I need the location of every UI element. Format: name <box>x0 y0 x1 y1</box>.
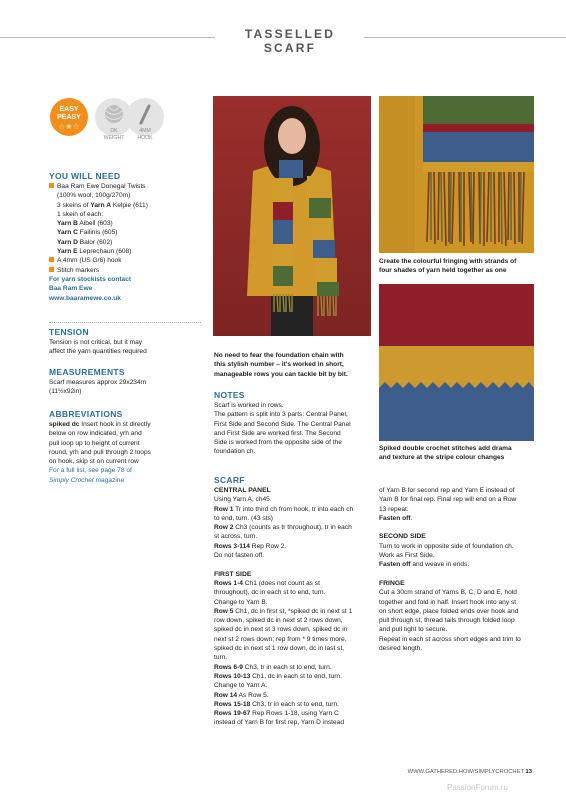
row-label: Rows 1-4 <box>214 579 243 587</box>
yarn-detail: (100% wool, 100g/270m) <box>57 192 131 200</box>
notes-line: Scarf is worked in rows. <box>214 402 284 409</box>
row-text: Ch3 (counts as tr throughout), tr in each <box>233 524 352 532</box>
hook-line-1: 4MM <box>139 128 151 134</box>
row-text: 13 repeat. <box>379 505 409 513</box>
yarn-b-label: Yarn B <box>57 220 78 228</box>
row-label: Rows 15-18 <box>214 700 251 708</box>
abbr-line: pull loop up to height of current <box>49 439 140 447</box>
row-text: As Row 5. <box>237 691 269 699</box>
spiked-stitch-photo <box>379 284 534 441</box>
row-text: Change to Yarn A. <box>214 682 268 690</box>
row-text: row down, spiked dc in next st 2 rows down, <box>214 617 343 625</box>
markers-item: Stitch markers <box>57 266 100 274</box>
row-label: Row 2 <box>214 524 234 532</box>
tension-line: affect the yarn quantities required <box>49 348 147 356</box>
see-also-link[interactable]: For a full list, see page 78 of <box>49 467 132 475</box>
row-text: next st 2 rows down; rep from * 9 times more, <box>214 635 347 643</box>
row-text: turn. <box>214 654 228 662</box>
spiked-stitches-image <box>379 284 534 441</box>
you-will-need-heading: YOU WILL NEED <box>49 171 121 181</box>
yarn-b-value: Aibell (603) <box>77 220 113 228</box>
measurement-line: (11½x92in) <box>49 388 82 396</box>
row-label: Rows 19-67 <box>214 710 251 718</box>
fringe-closeup-image <box>379 96 534 253</box>
stockists-name: Baa Ram Ewe <box>49 285 93 293</box>
page-footer <box>380 769 532 775</box>
row-text: to end, turn. (43 sts) <box>214 514 274 522</box>
row-text: Tr into third ch from hook, tr into each ch <box>233 505 354 513</box>
scarf-heading: SCARF <box>214 475 245 485</box>
row-label: Row 1 <box>214 505 234 513</box>
abbr-term: spiked dc <box>49 421 80 428</box>
row-text: Ch1, dc in each st to end, turn. <box>250 672 342 680</box>
row-text: Turn to work in opposite side of foundation ch. <box>379 542 514 550</box>
row-text: Ch3, tr in each st to end, turn. <box>250 700 339 708</box>
yarn-d-value: Balor (602) <box>77 238 113 246</box>
caption-line: Spiked double crochet stitches add drama <box>379 445 512 452</box>
notes-line: and First Side are worked first. The Second <box>214 429 341 437</box>
row-text: Ch3, tr in each st to end, turn. <box>242 663 332 671</box>
easy-peasy-badge <box>50 98 88 136</box>
row-text: Cut a 30cm strand of Yarns B, C, D and E, hold <box>379 589 517 597</box>
page-number: 13 <box>525 769 532 775</box>
abbreviations-text <box>49 420 201 485</box>
yarn-a-label: Yarn A <box>90 201 112 209</box>
abbr-line: round, yrh and pull through 2 loops <box>49 448 151 456</box>
watermark: PassionForum.ru <box>447 783 508 792</box>
caption-line: this stylish number – it's worked in short, <box>214 361 344 369</box>
row-text: Do not fasten off. <box>214 552 265 560</box>
abbr-line: on hook, skip st on current row <box>49 458 139 466</box>
row-text: st across, turn. <box>214 533 258 541</box>
central-panel-heading: CENTRAL PANEL <box>214 487 271 494</box>
easy-label: EASY <box>59 106 79 113</box>
measurements-text <box>49 378 201 397</box>
skein-each: 1 skein of each: <box>57 210 104 218</box>
model-with-scarf-image <box>213 96 371 336</box>
row-label: Row 14 <box>214 691 238 699</box>
yarn-d-label: Yarn D <box>57 238 78 246</box>
row-label: Row 5 <box>214 607 234 615</box>
skeins-post: Kelpie (611) <box>111 201 148 209</box>
notes-line: foundation ch. <box>214 448 256 456</box>
tension-heading: TENSION <box>49 327 89 337</box>
yarn-c-label: Yarn C <box>57 229 78 237</box>
yarn-e-value: Leprechaun (608) <box>77 248 132 256</box>
row-text: of Yarn B for second rep and Yarn E instead of <box>379 487 515 494</box>
magazine-name: Simply Crochet <box>49 476 94 484</box>
page-title: TASSELLED SCARF <box>244 27 336 55</box>
bullet <box>49 183 54 188</box>
row-label: Rows 3-114 <box>214 542 250 550</box>
row-text: Rep Rows 1-18, using Yarn C <box>250 710 339 718</box>
pattern-column-right <box>379 486 521 653</box>
abbr-line: below on row indicated, yrh and <box>49 430 142 438</box>
yarn-c-value: Failinis (605) <box>77 229 118 237</box>
row-label: Rows 6-9 <box>214 663 243 671</box>
see-also-tail: magazine <box>93 476 125 484</box>
row-text: Ch1, dc in first st, *spiked dc in next st 1 <box>233 607 353 615</box>
skeins-pre: 3 skeins of <box>57 201 91 209</box>
row-text: instead of Yarn B for first rep, Yarn D instead <box>214 719 344 727</box>
row-text: together and fold in half. Insert hook into any st <box>379 598 517 606</box>
row-text: Using Yarn A, ch45. <box>214 496 272 504</box>
notes-line: The pattern is split into 3 parts: Central Panel, <box>214 411 348 419</box>
notes-line: First Side and Second Side. The Central Panel <box>214 420 351 428</box>
spiked-caption <box>379 444 512 463</box>
fringe-caption <box>379 257 516 276</box>
hook-line-2: HOOK <box>137 134 153 141</box>
bullet <box>49 267 54 272</box>
row-text: Yarn B for final rep. Final rep will end on a Row <box>379 496 517 504</box>
model-photo <box>213 96 371 336</box>
caption-line: manageable rows you can tackle bit by bit. <box>214 370 348 378</box>
header-rule-right <box>364 37 566 38</box>
footer-url[interactable]: WWW.GATHERED.HOW/SIMPLYCROCHET <box>407 769 524 775</box>
row-label: Fasten off <box>379 561 411 569</box>
row-text: and weave in ends. <box>410 561 470 569</box>
notes-text <box>214 401 351 457</box>
peasy-label: PEASY <box>57 114 81 121</box>
second-side-heading: SECOND SIDE <box>379 533 426 541</box>
measurements-heading: MEASUREMENTS <box>49 367 125 377</box>
foundation-caption <box>214 351 348 379</box>
row-text: pull through st, thread tails through folded loop <box>379 617 515 625</box>
row-text: Ch1 (does not count as st <box>242 579 320 587</box>
row-text: Change to Yarn B. <box>214 598 268 606</box>
row-text: desired length. <box>379 645 423 653</box>
notes-line: Side is worked from the opposite side of the <box>214 439 342 447</box>
yarn-item: Baa Ram Ewe Donegal Twists <box>57 183 146 190</box>
hook-item: A 4mm (US G/6) hook <box>57 257 122 265</box>
abbr-def: Insert hook in st directly <box>79 421 151 428</box>
yarn-e-label: Yarn E <box>57 248 78 256</box>
row-text: Rep Row 2. <box>249 542 287 550</box>
divider <box>49 322 201 323</box>
weight-line-1: DK <box>110 128 118 134</box>
weight-line-2: WEIGHT <box>103 134 125 141</box>
difficulty-stars: ☆★☆ <box>58 122 80 131</box>
stockists-url[interactable]: www.baaramewe.co.uk <box>49 294 121 302</box>
row-text: on short edge, place folded ends over hook and <box>379 607 519 615</box>
first-side-heading: FIRST SIDE <box>214 570 252 578</box>
row-text: Work as First Side. <box>379 552 435 560</box>
row-text: . <box>410 514 413 522</box>
row-label: Fasten off <box>379 514 411 522</box>
measurement-line: Scarf measures approx 29x234m <box>49 379 147 386</box>
row-text: spiked dc in next st 1 row down, dc in last st, <box>214 645 345 653</box>
tension-line: Tension is not critical, but it may <box>49 339 143 346</box>
caption-line: and texture at the stripe colour changes <box>379 454 505 462</box>
caption-line: four shades of yarn held together as one <box>379 267 507 275</box>
materials-list <box>49 182 201 303</box>
fringe-heading: FRINGE <box>379 579 405 587</box>
caption-line: Create the colourful fringing with strands of <box>379 258 517 265</box>
header-rule-left <box>0 37 215 38</box>
row-text: Repeat in each st across short edges and trim to <box>379 635 521 643</box>
pattern-column-middle <box>214 486 353 728</box>
notes-heading: NOTES <box>214 390 245 400</box>
row-label: Rows 10-13 <box>214 672 251 680</box>
fringe-photo <box>379 96 534 253</box>
row-text: and pull tight to secure. <box>379 626 448 634</box>
abbreviations-heading: ABBREVIATIONS <box>49 409 123 419</box>
bullet <box>49 257 54 262</box>
row-text: spiked dc in next st 3 rows down, spiked dc in <box>214 626 348 634</box>
row-text: throughout), dc in each st to end, turn. <box>214 589 326 597</box>
tension-text <box>49 338 201 357</box>
stockists-label: For yarn stockists contact <box>49 275 132 283</box>
caption-line: No need to fear the foundation chain with <box>214 352 344 359</box>
hook-size-label <box>125 128 165 141</box>
